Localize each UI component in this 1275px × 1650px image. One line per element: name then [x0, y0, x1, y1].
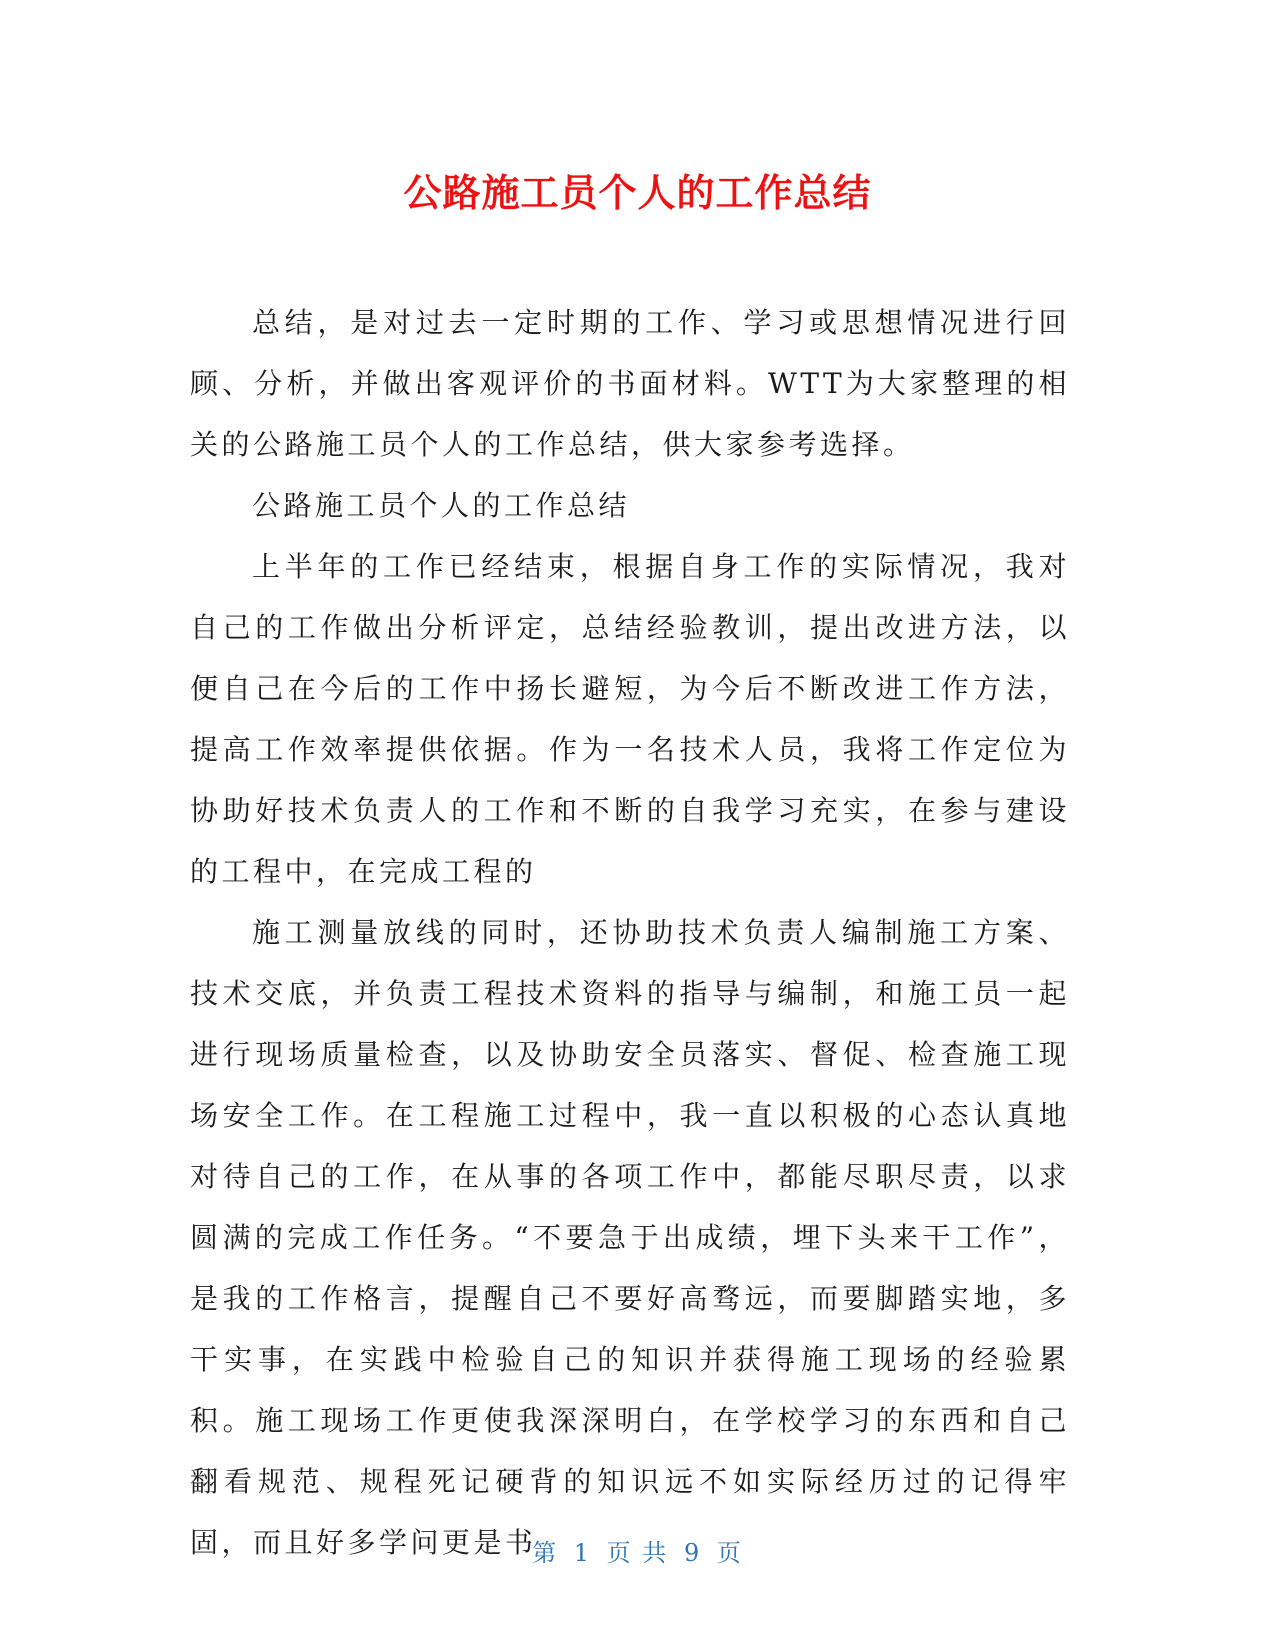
- document-title: 公路施工员个人的工作总结: [403, 171, 872, 215]
- paragraph-subtitle: 公路施工员个人的工作总结: [252, 489, 631, 522]
- footer-current-page: 1: [573, 1539, 592, 1567]
- page-footer: [0, 1533, 1275, 1568]
- paragraph-intro: 总结，是对过去一定时期的工作、学习或思想情况进行回顾、分析，并做出客观评价的书面材料。WTT为大家整理的相关的公路施工员个人的工作总结，供大家参考选择。: [190, 306, 1070, 461]
- footer-total-pages: 9: [683, 1539, 702, 1567]
- footer-middle: 页 共: [606, 1539, 669, 1567]
- footer-suffix: 页: [716, 1539, 743, 1567]
- document-body: [190, 292, 1070, 1573]
- paragraph-body-1: 上半年的工作已经结束，根据自身工作的实际情况，我对自己的工作做出分析评定，总结经验教训，提出改进方法，以便自己在今后的工作中扬长避短，为今后不断改进工作方法，提高工作效率提供依据。作为一名技术人员，我将工作定位为协助好技术负责人的工作和不断的自我学习充实，在参与建设的工程中，在完成工程的: [190, 550, 1070, 888]
- footer-prefix: 第: [532, 1539, 559, 1567]
- paragraph-body-2: 施工测量放线的同时，还协助技术负责人编制施工方案、技术交底，并负责工程技术资料的指导与编制，和施工员一起进行现场质量检查，以及协助安全员落实、督促、检查施工现场安全工作。在工程施工过程中，我一直以积极的心态认真地对待自己的工作，在从事的各项工作中，都能尽职尽责，以求圆满的完成工作任务。“不要急于出成绩，埋下头来干工作”，是我的工作格言，提醒自己不要好高骛远，而要脚踏实地，多干实事，在实践中检验自己的知识并获得施工现场的经验累积。施工现场工作更使我深深明白，在学校学习的东西和自己翻看规范、规程死记硬背的知识远不如实际经历过的记得牢固，而且好多学问更是书: [190, 916, 1070, 1559]
